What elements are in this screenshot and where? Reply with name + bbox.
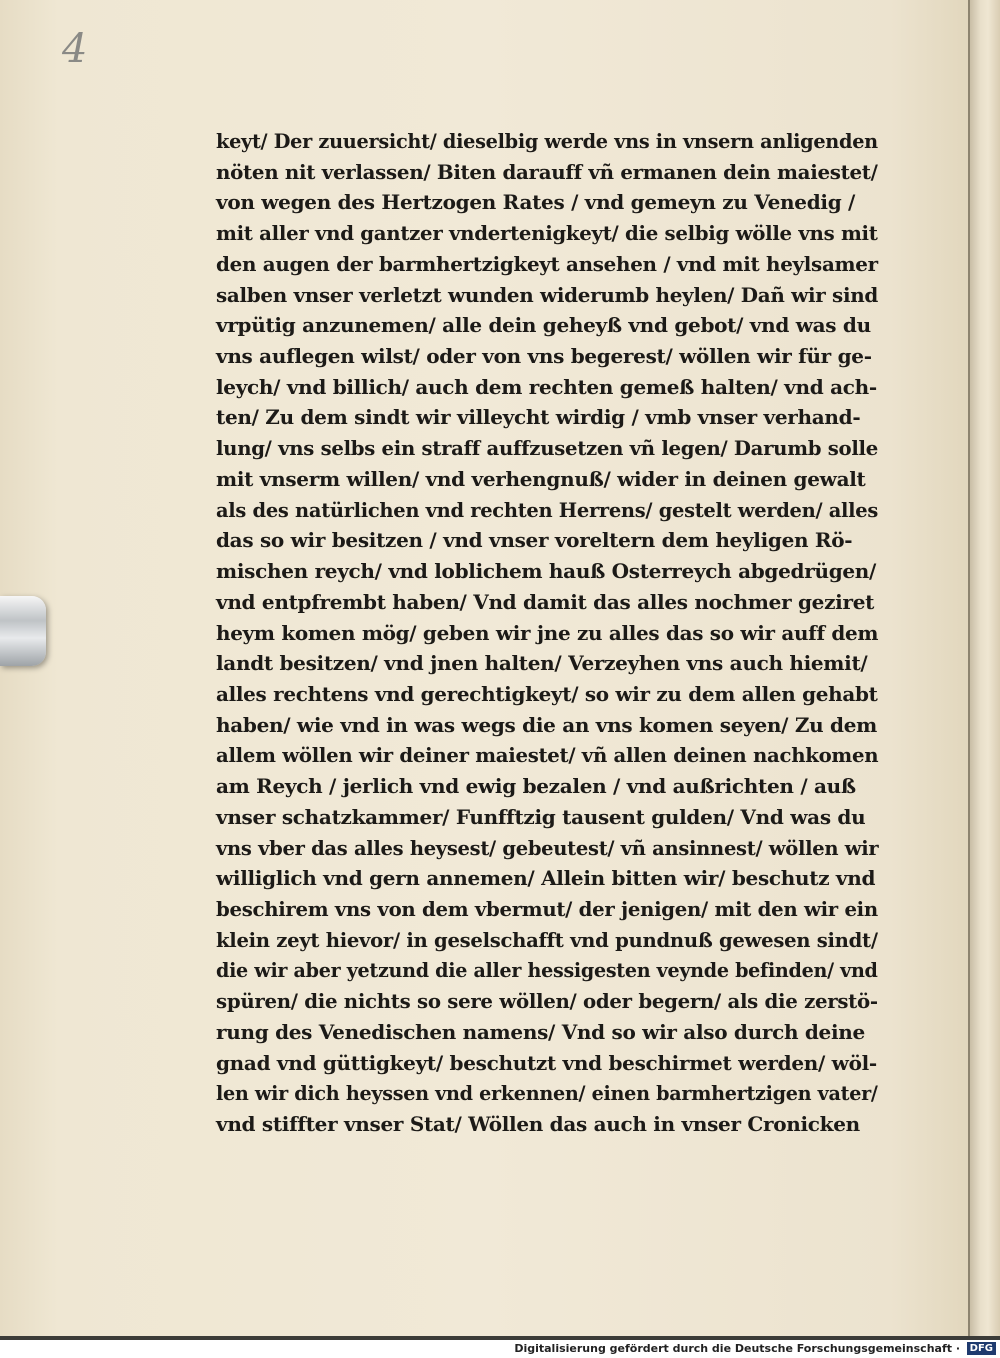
text-line: gnad vnd güttigkeyt/ beschutzt vnd beschirmet werden/ wöl- — [216, 1050, 877, 1075]
text-line: allem wöllen wir deiner maiestet/ vñ allen deinen nachkomen — [216, 743, 879, 768]
text-line: lung/ vns selbs ein straff auffzusetzen vñ legen/ Darumb solle — [216, 436, 878, 461]
text-line: williglich vnd gern annemen/ Allein bitten wir/ beschutz vnd — [216, 866, 876, 891]
text-line: heym komen mög/ geben wir jne zu alles das so wir auff dem — [216, 620, 879, 645]
text-line: mit aller vnd gantzer vndertenigkeyt/ die selbig wölle vns mit — [216, 221, 878, 246]
text-line: vns vber das alles heysest/ gebeutest/ vñ ansinnest/ wöllen wir — [216, 835, 879, 860]
text-line: vrpütig anzunemen/ alle dein geheyß vnd gebot/ vnd was du — [216, 313, 871, 338]
text-line: ten/ Zu dem sindt wir villeycht wirdig / vmb vnser verhand- — [216, 405, 861, 430]
text-line: vnser schatzkammer/ Funfftzig tausent gulden/ Vnd was du — [216, 804, 866, 829]
footer-credit: Digitalisierung gefördert durch die Deutsche Forschungsgemeinschaft · — [514, 1342, 960, 1355]
text-line: das so wir besitzen / vnd vnser voreltern dem heyligen Rö- — [216, 528, 853, 553]
text-line: rung des Venedischen namens/ Vnd so wir also durch deine — [216, 1019, 865, 1044]
text-line: den augen der barmhertzigkeyt ansehen / vnd mit heylsamer — [216, 251, 878, 276]
text-line: keyt/ Der zuuersicht/ dieselbig werde vns in vnsern anligenden — [216, 129, 878, 153]
text-line: landt besitzen/ vnd jnen halten/ Verzeyhen vns auch hiemit/ — [216, 651, 868, 676]
page-number: 4 — [62, 26, 87, 72]
text-line: haben/ wie vnd in was wegs die an vns komen seyen/ Zu dem — [216, 712, 877, 737]
text-line: von wegen des Hertzogen Rates / vnd gemeyn zu Venedig / — [216, 190, 856, 215]
book-clamp — [0, 596, 46, 666]
text-line: mischen reych/ vnd loblichem hauß Osterreych abgedrügen/ — [216, 559, 877, 584]
text-line: len wir dich heyssen vnd erkennen/ einen barmhertzigen vater/ — [216, 1081, 878, 1106]
text-line: nöten nit verlassen/ Biten darauff vñ ermanen dein maiestet/ — [216, 159, 878, 184]
text-block — [216, 126, 878, 1140]
text-line: die wir aber yetzund die aller hessigesten veynde befinden/ vnd — [216, 958, 878, 983]
text-line: vnd stiffter vnser Stat/ Wöllen das auch in vnser Cronicken — [216, 1112, 860, 1136]
text-line: beschirem vns von dem vbermut/ der jenigen/ mit den wir ein — [216, 896, 878, 921]
text-line: klein zeyt hievor/ in geselschafft vnd pundnuß gewesen sindt/ — [216, 927, 878, 952]
text-line: alles rechtens vnd gerechtigkeyt/ so wir zu dem allen gehabt — [216, 681, 878, 706]
text-line: leych/ vnd billich/ auch dem rechten gemeß halten/ vnd ach- — [216, 374, 877, 399]
text-line: vnd entpfrembt haben/ Vnd damit das alles nochmer geziret — [216, 589, 875, 614]
text-line: mit vnserm willen/ vnd verhengnuß/ wider in deinen gewalt — [216, 466, 866, 491]
text-line: vns auflegen wilst/ oder von vns begerest/ wöllen wir für ge- — [216, 344, 872, 369]
footer — [0, 1340, 1000, 1358]
dfg-logo: DFG — [967, 1342, 996, 1355]
text-line: salben vnser verletzt wunden widerumb heylen/ Dañ wir sind — [216, 282, 879, 307]
text-line: am Reych / jerlich vnd ewig bezalen / vnd außrichten / auß — [216, 774, 856, 799]
page-edge — [968, 0, 1000, 1336]
text-line: spüren/ die nichts so sere wöllen/ oder begern/ als die zerstö- — [216, 989, 878, 1014]
text-line: als des natürlichen vnd rechten Herrens/ gestelt werden/ alles — [216, 497, 878, 522]
